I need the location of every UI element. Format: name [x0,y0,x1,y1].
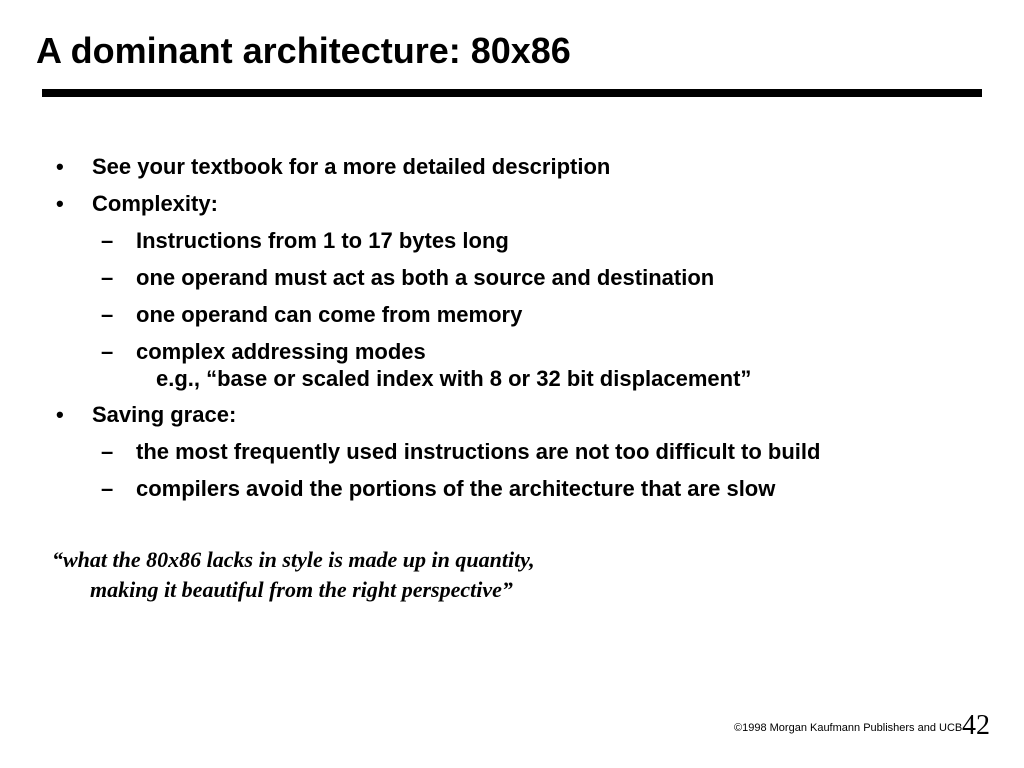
quote [52,545,535,605]
bullet-marker: • [56,191,64,216]
sub-bullet-item [56,433,820,470]
dash-marker: – [101,439,114,464]
quote-line-2: making it beautiful from the right perspective” [90,577,513,602]
dash-marker: – [101,339,114,364]
dash-marker: – [101,265,114,290]
footer-copyright [734,722,962,734]
copyright-icon: © [734,722,743,734]
bullet-marker: • [56,402,64,427]
sub-bullet-item [56,296,820,333]
sub-bullet-item [56,333,820,392]
bullet-item [56,185,820,222]
sub-bullet-text: compilers avoid the portions of the architecture that are slow [136,476,776,501]
bullet-item [56,148,820,185]
bullet-marker: • [56,154,64,179]
quote-line-1: “what the 80x86 lacks in style is made up in quantity, [52,547,535,572]
bullet-list [56,148,820,507]
sub-bullet-item [56,470,820,507]
sub-bullet-text: one operand must act as both a source and destination [136,265,715,290]
sub-bullet-item [56,259,820,296]
sub-bullet-text: complex addressing modes [136,339,426,364]
sub-bullet-text: one operand can come from memory [136,302,523,327]
copyright-text: 1998 Morgan Kaufmann Publishers and UCB [742,722,963,734]
dash-marker: – [101,228,114,253]
page-number: 42 [962,710,990,741]
dash-marker: – [101,302,114,327]
bullet-text: Complexity: [92,191,218,216]
bullet-item [56,396,820,433]
sub-bullet-example: e.g., “base or scaled index with 8 or 32 bit displacement” [156,366,752,391]
sub-bullet-text: Instructions from 1 to 17 bytes long [136,228,509,253]
bullet-text: Saving grace: [92,402,237,427]
sub-bullet-item [56,222,820,259]
dash-marker: – [101,476,114,501]
title-divider [42,89,982,97]
slide-title: A dominant architecture: 80x86 [36,30,571,71]
bullet-text: See your textbook for a more detailed description [92,154,611,179]
sub-bullet-text: the most frequently used instructions are not too difficult to build [136,439,821,464]
